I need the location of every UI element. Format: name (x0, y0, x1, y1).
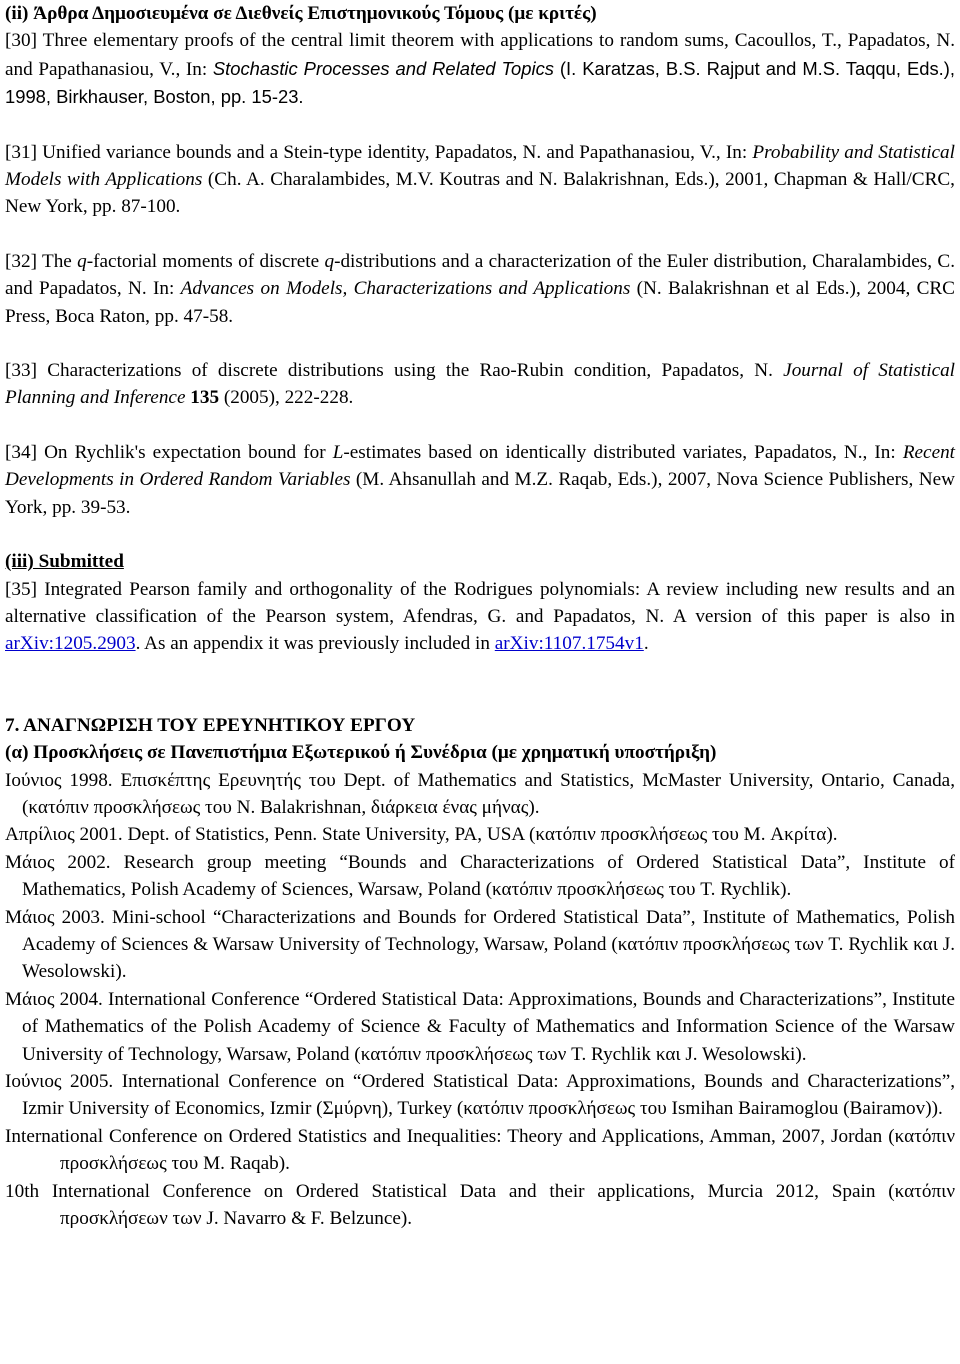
section-ii-heading: (ii) Άρθρα Δημοσιευμένα σε Διεθνείς Επιστημονικούς Τόμους (με κριτές) (5, 3, 597, 24)
reference-35: [35] Integrated Pearson family and orthogonality of the Rodrigues polynomials: A review including new results and an alternative classification of the Pearson system, Afendras, G. and Papadatos, N. A version of this paper is also in arXiv:1205.2903. As an appendix it was previously included in arXiv:1107.1754v1. (5, 578, 956, 655)
section-iii-heading: (iii) Submitted (5, 551, 124, 573)
invitation-entry: Μάιος 2002. Research group meeting “Bounds and Characterizations of Ordered Statistical Data”, Institute of Mathematics, Polish Academy of Sciences, Warsaw, Poland (κατόπιν προσκλήσεως του T. Rychlik). (5, 851, 956, 901)
reference-34: [34] On Rychlik's expectation bound for L-estimates based on identically distributed variates, Papadatos, N., In: Recent Developments in Ordered Random Variables (M. Ahsanullah and M.Z. Raqab, Eds.), 2007, Nova Science Publishers, New York, pp. 39-53. (5, 441, 956, 518)
entry-date: Μάιος 2003. (5, 906, 105, 928)
spacer (5, 521, 955, 548)
ref-italic-title: Advances on Models, Characterizations and Applications (180, 278, 631, 300)
ref-number: [35] (5, 578, 37, 600)
reference-30: [30] Three elementary proofs of the central limit theorem with applications to random sums, Cacoullos, T., Papadatos, N. and Papathanasiou, V., In: Stochastic Processes and Related Topics (I. Karatzas, B.S. Rajput and M.S. Taqqu, Eds.), 1998, Birkhauser, Boston, pp. 15-23. (5, 30, 955, 108)
arxiv-link-1[interactable]: arXiv:1205.2903 (5, 633, 136, 655)
section-7a-subheading: (α) Προσκλήσεις σε Πανεπιστήμια Εξωτερικού ή Συνέδρια (με χρηματική υποστήριξη) (5, 742, 717, 764)
ref-volume: 135 (190, 387, 220, 409)
ref-italic-title: Journal of Statistical Planning and Inference (5, 360, 956, 409)
reference-33: [33] Characterizations of discrete distributions using the Rao-Rubin condition, Papadatos, N. Journal of Statistical Planning and Inference 135 (2005), 222-228. (5, 360, 956, 409)
entry-date: Απρίλιος 2001. (5, 824, 123, 846)
entry-date: Μάιος 2002. (5, 851, 111, 873)
spacer (5, 412, 955, 439)
spacer (5, 221, 955, 248)
entry-date: Μάιος 2004. (5, 988, 103, 1010)
document-page (5, 0, 955, 1232)
spacer (5, 330, 955, 357)
ref-number: [34] (5, 441, 37, 463)
reference-32: [32] The q-factorial moments of discrete q-distributions and a characterization of the Euler distribution, Charalambides, C. and Papadatos, N. In: Advances on Models, Characterizations and Applications (N. Balakrishnan et al Eds.), 2004, CRC Press, Boca Raton, pp. 47-58. (5, 250, 955, 327)
ref-number: [33] (5, 360, 37, 382)
spacer (5, 112, 955, 139)
ref-number: [31] (5, 141, 37, 163)
arxiv-link-2[interactable]: arXiv:1107.1754v1 (494, 633, 644, 655)
spacer (5, 658, 955, 712)
invitation-entry: Μάιος 2004. International Conference “Ordered Statistical Data: Approximations, Bounds and Characterizations”, Institute of Mathematics of the Polish Academy of Science & Faculty of Mathematics and Information Science of the Warsaw University of Technology, Warsaw, Poland (κατόπιν προσκλήσεως των T. Rychlik και J. Wesolowski). (5, 988, 956, 1065)
entry-date: Ιούνιος 2005. (5, 1071, 114, 1092)
invitation-entry: International Conference on Ordered Statistics and Inequalities: Theory and Applications, Amman, 2007, Jordan (κατόπιν προσκλήσεως του M. Raqab). (5, 1125, 955, 1175)
ref-italic-title: Recent Developments in Ordered Random Variables (5, 441, 956, 491)
invitation-entry: Ιούνιος 1998. Επισκέπτης Ερευνητής του Dept. of Mathematics and Statistics, McMaster University, Ontario, Canada, (κατόπιν προσκλήσεως του N. Balakrishnan, διάρκεια ένας μήνας). (5, 769, 955, 818)
reference-31: [31] Unified variance bounds and a Stein-type identity, Papadatos, N. and Papathanasiou, V., In: Probability and Statistical Models with Applications (Ch. A. Charalambides, M.V. Koutras and N. Balakrishnan, Eds.), 2001, Chapman & Hall/CRC, New York, pp. 87-100. (5, 141, 955, 218)
ref-number: [30] (5, 30, 37, 52)
invitation-entry: Ιούνιος 2005. International Conference on “Ordered Statistical Data: Approximations, Bounds and Characterizations”, Izmir University of Economics, Izmir (Σμύρνη), Turkey (κατόπιν προσκλήσεως του Ismihan Bairamoglou (Bairamov)). (5, 1071, 956, 1120)
entry-date: Ιούνιος 1998. (5, 769, 113, 791)
ref-number: [32] (5, 250, 37, 272)
section-7-heading: 7. ΑΝΑΓΝΩΡΙΣΗ ΤΟΥ ΕΡΕΥΝΗΤΙΚΟΥ ΕΡΓΟΥ (5, 714, 416, 736)
ref-italic-title: Probability and Statistical Models with Applications (5, 141, 955, 191)
invitation-entry: Μάιος 2003. Mini-school “Characterizations and Bounds for Ordered Statistical Data”, Institute of Mathematics, Polish Academy of Sciences & Warsaw University of Technology, Warsaw, Poland (κατόπιν προσκλήσεως των T. Rychlik και J. Wesolowski). (5, 906, 956, 983)
invitation-entry: 10th International Conference on Ordered Statistical Data and their applications, Murcia 2012, Spain (κατόπιν προσκλήσεων των J. Navarro & F. Belzunce). (5, 1180, 955, 1230)
ref-italic-title: Stochastic Processes and Related Topics (212, 57, 554, 79)
invitation-entry: Απρίλιος 2001. Dept. of Statistics, Penn. State University, PA, USA (κατόπιν προσκλήσεως του M. Ακρίτα). (5, 824, 838, 846)
